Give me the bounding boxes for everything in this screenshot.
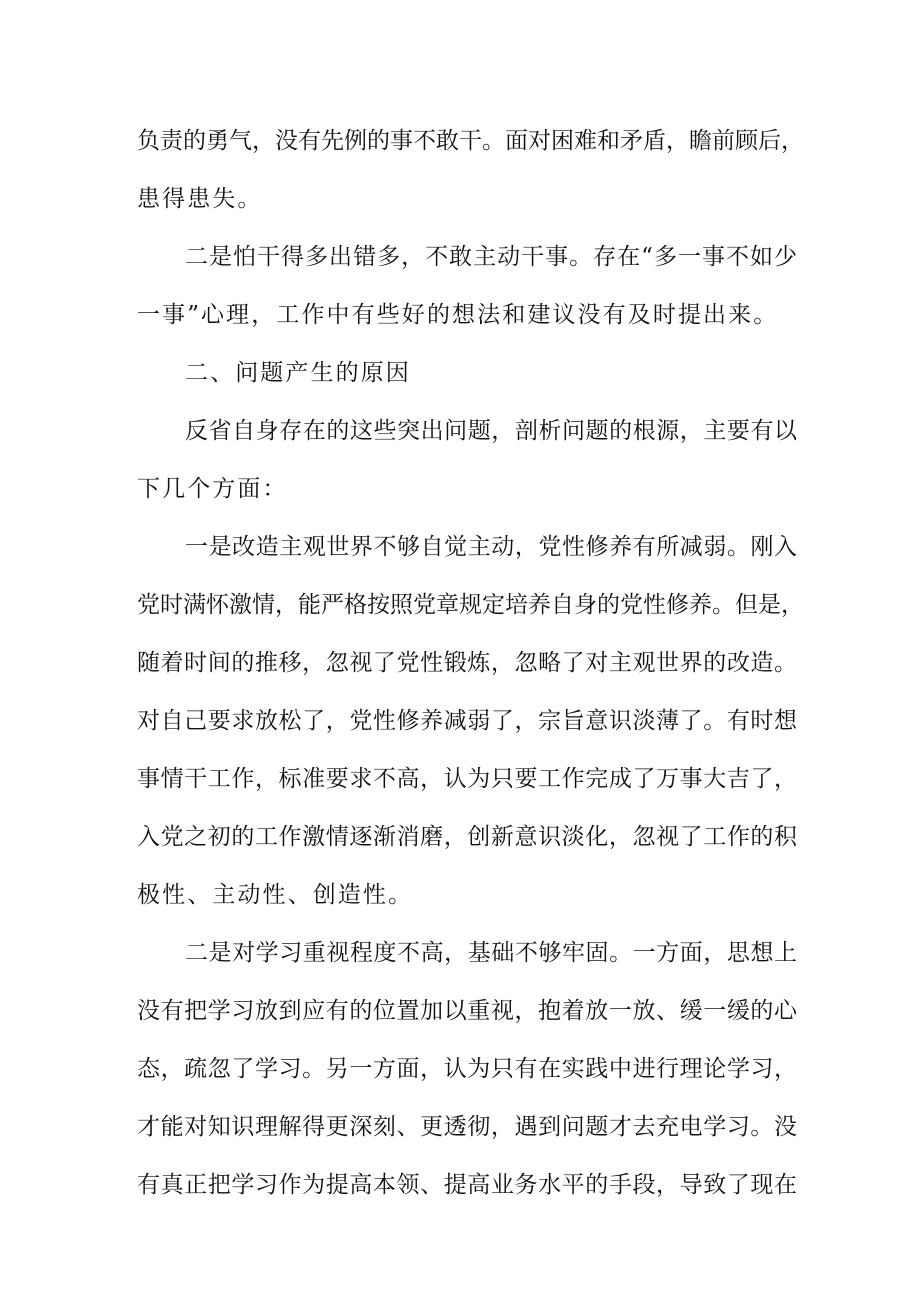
text-line: 极性、主动性、创造性。: [137, 882, 414, 908]
text-line: 负责的勇气，没有先例的事不敢干。面对困难和矛盾，瞻前顾后，: [137, 128, 804, 154]
document-body: [137, 112, 804, 1214]
text-line: 一事”心理，工作中有些好的想法和建议没有及时提出来。: [137, 302, 779, 328]
paragraph-first-line: 反省自身存在的这些突出问题，剖析问题的根源，主要有以: [185, 418, 797, 444]
text-line: 下几个方面：: [137, 476, 288, 502]
section-heading: 二、问题产生的原因: [185, 360, 411, 386]
text-line: 随着时间的推移，忽视了党性锻炼，忽略了对主观世界的改造。: [137, 650, 797, 676]
text-line: 患得患失。: [137, 186, 263, 212]
text-line: 党时满怀激情，能严格按照党章规定培养自身的党性修养。但是，: [137, 592, 804, 618]
text-line: 有真正把学习作为提高本领、提高业务水平的手段，导致了现在: [137, 1172, 797, 1198]
paragraph-first-line: 二是对学习重视程度不高，基础不够牢固。一方面，思想上: [185, 940, 797, 966]
text-line: 才能对知识理解得更深刻、更透彻，遇到问题才去充电学习。没: [137, 1114, 797, 1140]
text-line: 事情干工作，标准要求不高，认为只要工作完成了万事大吉了，: [137, 766, 797, 792]
text-line: 入党之初的工作激情逐渐消磨，创新意识淡化，忽视了工作的积: [137, 824, 797, 850]
text-line: 没有把学习放到应有的位置加以重视，抱着放一放、缓一缓的心: [137, 998, 797, 1024]
text-line: 对自己要求放松了，党性修养减弱了，宗旨意识淡薄了。有时想: [137, 708, 797, 734]
paragraph-first-line: 二是怕干得多出错多，不敢主动干事。存在“多一事不如少: [185, 244, 797, 270]
paragraph-first-line: 一是改造主观世界不够自觉主动，党性修养有所减弱。刚入: [185, 534, 797, 560]
text-line: 态，疏忽了学习。另一方面，认为只有在实践中进行理论学习，: [137, 1056, 797, 1082]
